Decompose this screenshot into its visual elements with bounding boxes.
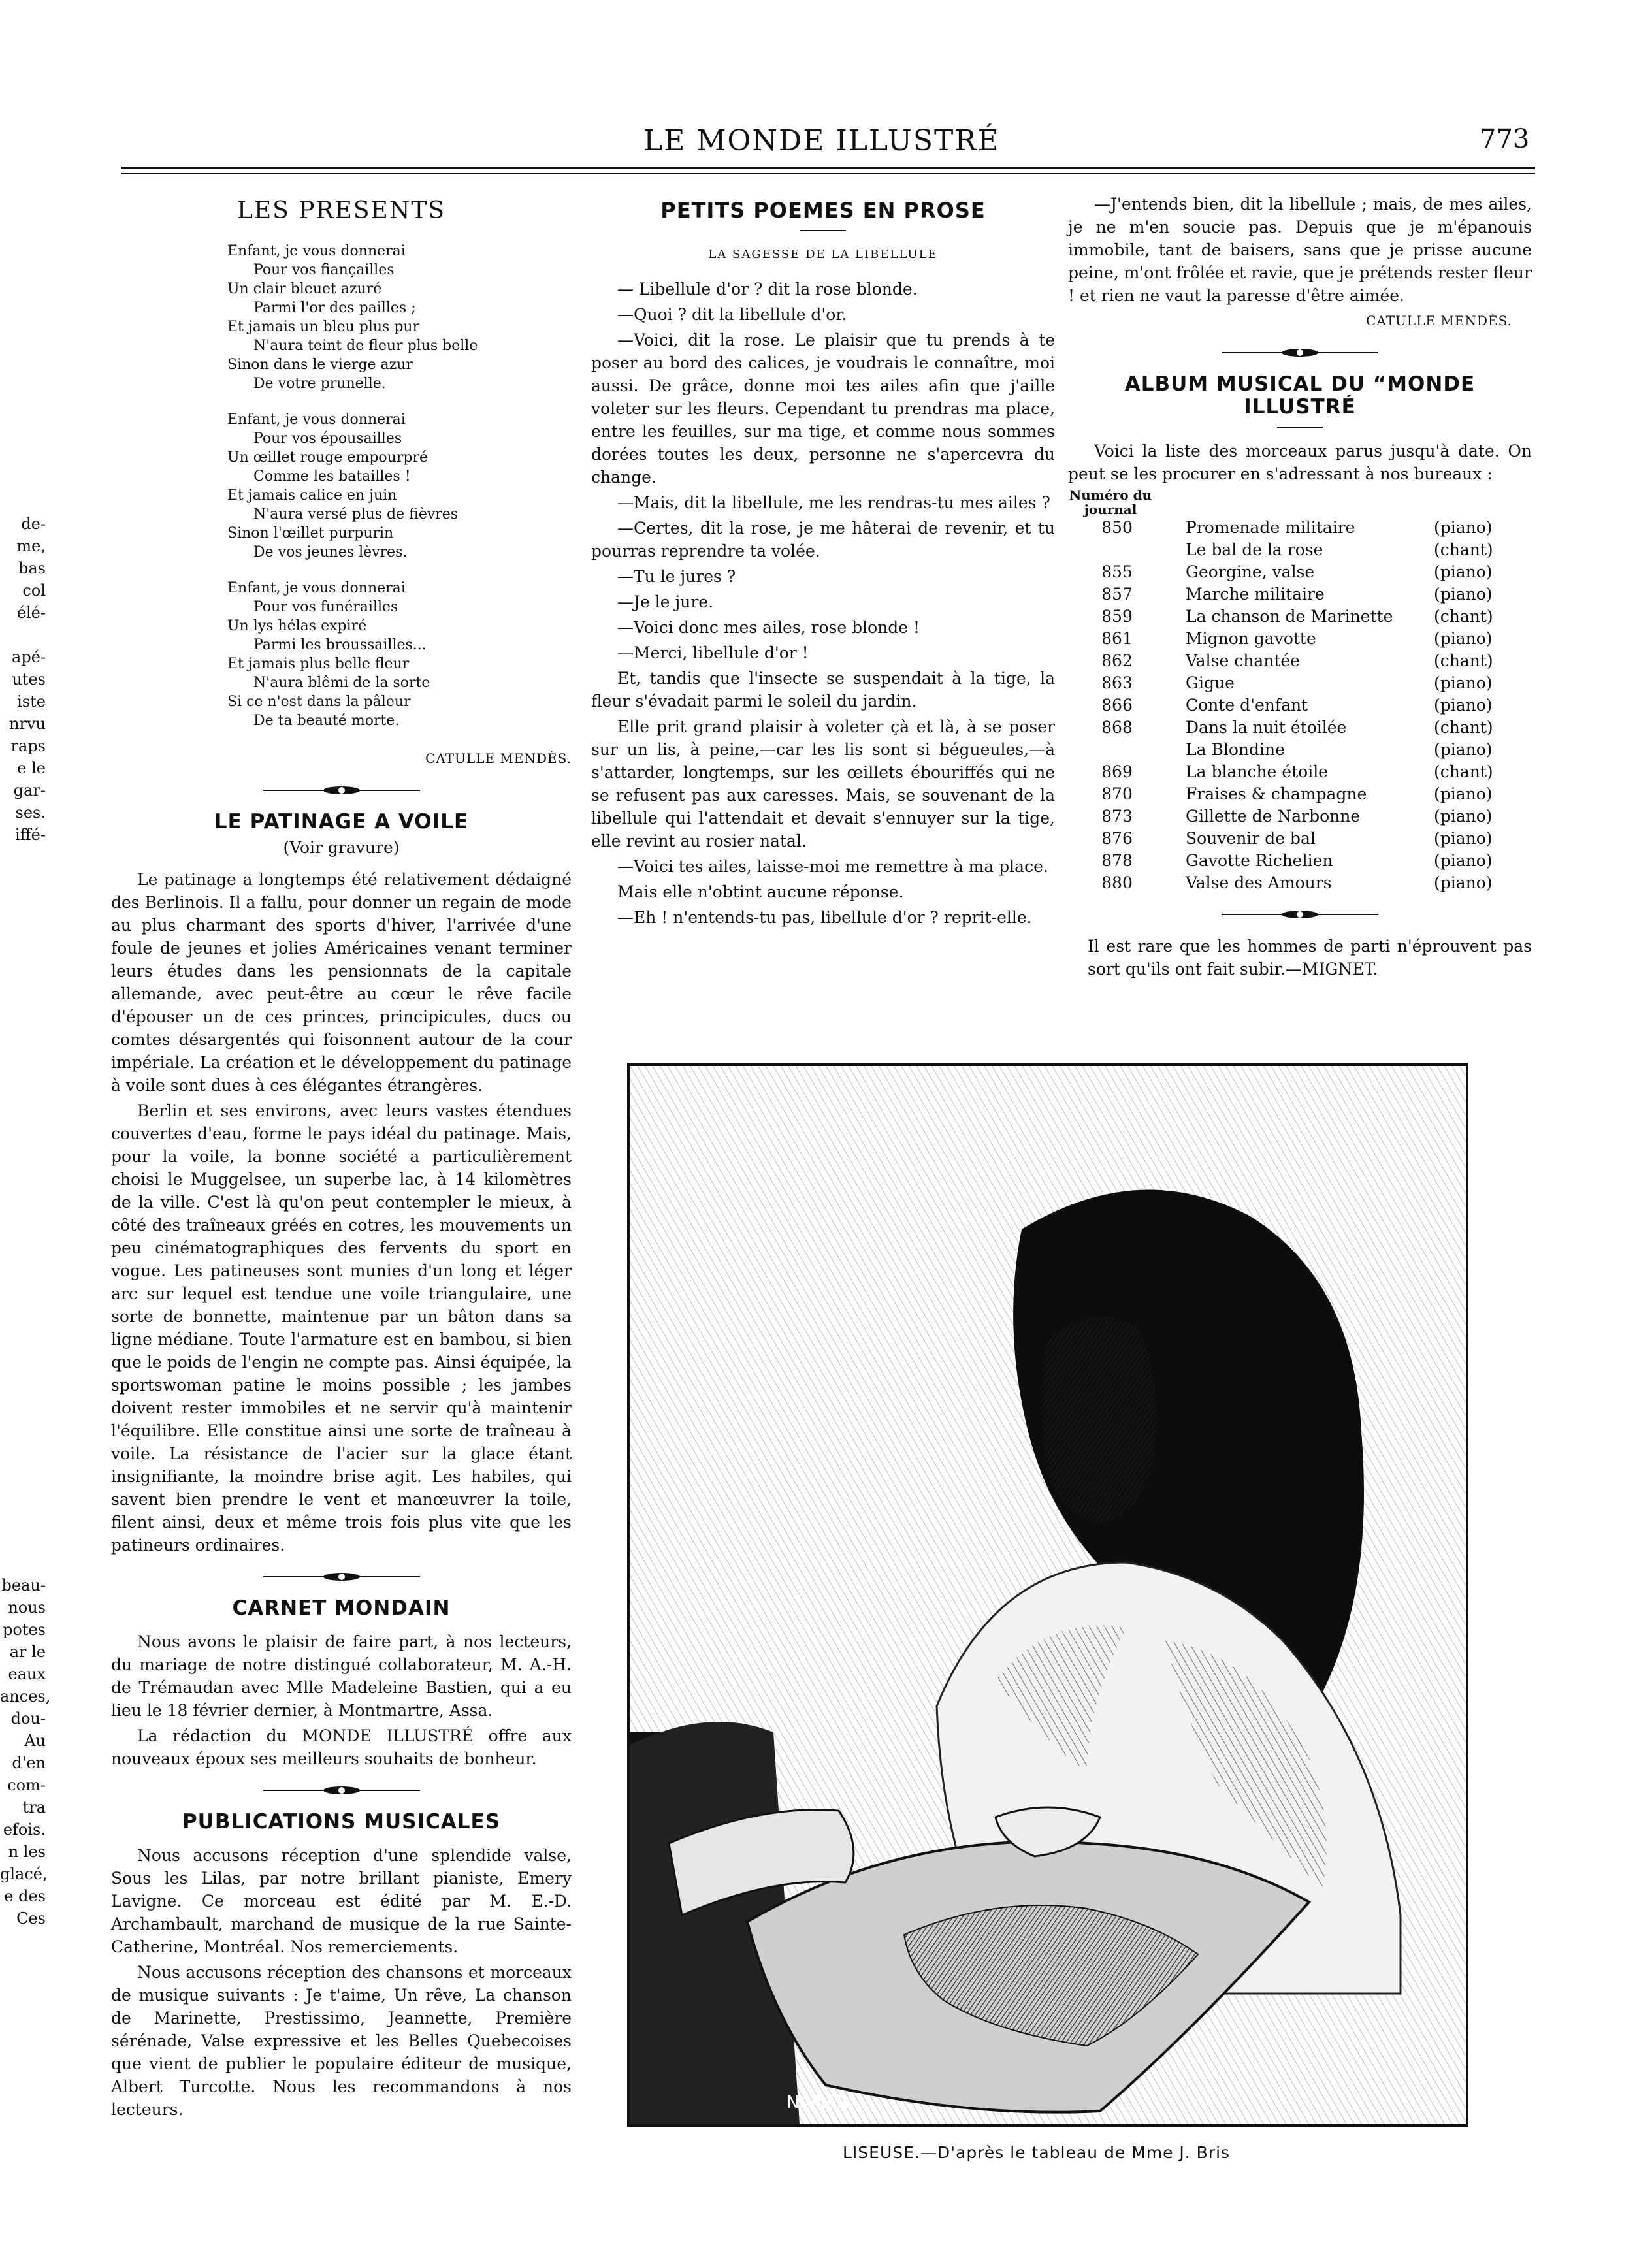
poem-stanza [227,579,572,730]
margin-fragment: efois. [3,1820,46,1839]
album-row [1068,628,1532,650]
album-row [1068,805,1532,828]
album-kind: (chant) [1434,540,1493,559]
short-rule [800,230,846,231]
poem-line: Sinon dans le vierge azur [227,357,413,373]
album-title: Souvenir de bal [1186,829,1316,848]
album-row [1068,739,1532,761]
album-title: Dans la nuit étoilée [1186,718,1347,737]
margin-fragment: ar le [9,1643,46,1661]
illustration-signature: NAPIER [786,2093,849,2112]
poem-line: Enfant, je vous donnerai [227,243,406,259]
album-title: La blanche étoile [1186,762,1328,781]
album-title: Georgine, valse [1186,562,1315,581]
left-margin-fragments-top [0,513,46,846]
album-num: 880 [1101,873,1133,892]
paragraph: —Je le jure. [617,592,714,611]
album-num: 876 [1101,829,1133,848]
column-left [111,199,572,2124]
album-num: 855 [1101,562,1133,581]
header-rule-thick [121,167,1535,169]
maxim: Il est rare que les hommes de parti n'éprouvent pas sort qu'ils ont fait subir.—MIGNET. [1088,937,1532,978]
album-num: 857 [1101,585,1133,604]
paragraph: La rédaction du MONDE ILLUSTRÉ offre aux nouveaux époux ses meilleurs souhaits de bonheur. [111,1726,572,1768]
paragraph: Nous avons le plaisir de faire part, à nos lecteurs, du mariage de notre distingué collaborateur, M. A.-H. de Trémaudan avec Mlle Madeleine Bastien, qui a eu lieu le 18 février dernier, à Montmartre, Assa. [111,1632,572,1720]
poem-line: De votre prunelle. [253,376,386,392]
album-kind: (piano) [1434,873,1493,892]
album-title: Fraises & champagne [1186,784,1367,803]
margin-fragment: ances, [0,1687,51,1705]
album-kind: (piano) [1434,696,1493,715]
album-kind: (piano) [1434,673,1493,692]
section-title-patinage: LE PATINAGE A VOILE [214,810,469,833]
poem-signature: CATULLE MENDÈS. [425,751,572,766]
album-kind: (chant) [1434,651,1493,670]
poem-stanza [227,242,572,393]
album-kind: (chant) [1434,718,1493,737]
short-rule [1277,427,1323,428]
poem-line: N'aura versé plus de fièvres [253,506,459,523]
paragraph: —Tu le jures ? [617,567,736,586]
ornament-divider [263,1571,420,1583]
margin-fragment: com- [7,1776,46,1794]
poem [111,242,572,730]
ornament-divider [1222,909,1378,920]
margin-fragment: e le [17,759,46,777]
album-num: 870 [1101,784,1133,803]
poem-line: Pour vos fiançailles [253,262,395,278]
ornament-divider [263,1785,420,1796]
album-kind: (chant) [1434,607,1493,626]
paragraph: —Voici donc mes ailes, rose blonde ! [617,618,920,637]
paragraph: — Libellule d'or ? dit la rose blonde. [617,280,918,299]
paragraph: —Merci, libellule d'or ! [617,643,809,662]
poem-line: Parmi les broussailles... [253,637,427,653]
album-num: 863 [1101,673,1133,692]
album-title: Valse chantée [1186,651,1300,670]
poem-line: Enfant, je vous donnerai [227,580,406,596]
paragraph: —Mais, dit la libellule, me les rendras-tu mes ailes ? [617,493,1050,512]
margin-fragment: bas [18,559,46,577]
margin-fragment: de- [21,515,46,533]
margin-fragment: ses. [15,803,46,822]
album-kind: (piano) [1434,829,1493,848]
poem-line: Et jamais calice en juin [227,487,397,504]
album-title: Mignon gavotte [1186,629,1316,648]
album-title: Valse des Amours [1186,873,1332,892]
margin-fragment: potes [3,1621,46,1639]
paragraph: Et, tandis que l'insecte se suspendait à la tige, la fleur s'évadait parmi le soleil du jardin. [591,669,1055,711]
section-title-carnet: CARNET MONDAIN [232,1596,451,1620]
margin-fragment: iffé- [14,826,46,844]
poem-line: Et jamais plus belle fleur [227,656,410,672]
poem-line: N'aura teint de fleur plus belle [253,338,478,354]
margin-fragment: Au [24,1732,46,1750]
album-row [1068,561,1532,583]
album-row [1068,539,1532,561]
margin-fragment: e des [4,1887,46,1905]
page-header [0,118,1652,170]
album-title: La Blondine [1186,740,1285,759]
album-title: Conte d'enfant [1186,696,1308,715]
margin-fragment: gar- [13,781,46,799]
album-kind: (piano) [1434,851,1493,870]
paragraph: Berlin et ses environs, avec leurs vastes étendues couvertes d'eau, forme le pays idéal du patinage. Mais, pour la voile, la bonne société a particulièrement choisi le Muggelsee, un superbe lac, à 14 kilomètres de la ville. C'est là qu'on peut contempler le mieux, à côté des traîneaux gréés en cotres, les mouvements un peu cinématographiques des fervents du sport en vogue. Les patineuses sont munies d'un long et léger arc sur lequel est tendue une voile triangulaire, une sorte de bonnette, maintenue par un bâton dans sa ligne médiane. Toute l'armature est en bambou, si bien que le poids de l'engin ne compte pas. Ainsi équipée, la sportswoman patine le moins possible ; les jambes doivent rester immobiles et ne servir qu'à maintenir l'équilibre. Elle constitue ainsi une sorte de traîneau à voile. La résistance de l'acier sur la glace étant insignifiante, la moindre brise agit. Les habiles, qui savent bien prendre le vent et manœuvrer la toile, filent ainsi, deux et même trois fois plus vite que les patineurs ordinaires. [111,1101,572,1555]
margin-fragment: Ces [16,1909,46,1928]
poem-line: Enfant, je vous donnerai [227,412,406,428]
paragraph: —Quoi ? dit la libellule d'or. [617,305,847,324]
album-table [1068,517,1532,894]
album-row [1068,606,1532,628]
poem-title: LES PRESENTS [236,197,445,224]
illustration-caption: LISEUSE.—D'après le tableau de Mme J. Bris [843,2143,1231,2162]
margin-fragment: utes [12,670,46,688]
album-num: 861 [1101,629,1133,648]
album-num: 850 [1101,518,1133,537]
paragraph: —J'entends bien, dit la libellule ; mais, de mes ailes, je ne m'en soucie pas. Depuis que je m'épanouis immobile, tant de baisers, sans que je prisse aucune peine, m'ont frôlée et ravie, que je prétends rester fleur ! et rien ne vaut la paresse d'être aimée. [1068,195,1532,305]
album-title: Le bal de la rose [1186,540,1323,559]
album-title: La chanson de Marinette [1186,607,1393,626]
poem-line: Pour vos funérailles [253,599,398,615]
poem-line: De vos jeunes lèvres. [253,544,408,560]
margin-fragment: n les [8,1843,46,1861]
album-row [1068,761,1532,783]
margin-fragment: iste [17,692,46,711]
paragraph: Le patinage a longtemps été relativement dédaigné des Berlinois. Il a fallu, pour donner un regain de mode au plus charmant des sports d'hiver, l'arrivée d'une foule de jeunes et jolies Américaines venant terminer leurs études dans les pensionnats de la capitale allemande, avec peut-être au cœur le rêve facile d'épouser un de ces princes, principicules, ducs ou comtes désargentés qui foisonnent autour de la cour impériale. La création et le développement du patinage à voile sont dues à ces élégantes étrangères. [111,870,572,1095]
section-subtitle-patinage: (Voir gravure) [283,838,400,857]
illustration-liseuse [627,1063,1468,2127]
album-num: 873 [1101,807,1133,826]
newspaper-title: LE MONDE ILLUSTRÉ [643,124,1000,157]
margin-fragment: apé- [12,648,46,666]
poem-line: De ta beauté morte. [253,713,400,729]
album-num: 862 [1101,651,1133,670]
header-rule-thin [121,173,1535,174]
poem-line: Et jamais un bleu plus pur [227,319,420,335]
margin-fragment: me, [16,537,46,555]
margin-fragment: col [22,581,46,600]
section-title-poemes: PETITS POEMES EN PROSE [660,198,986,223]
paragraph: Nous accusons réception des chansons et morceaux de musique suivants : Je t'aime, Un rêve, La chanson de Marinette, Prestissimo, Jeannette, Première sérénade, Valse expressive et les Belles Quebecoises que vient de publier le populaire éditeur de musique, Albert Turcotte. Nous les recommandons à nos lecteurs. [111,1963,572,2119]
album-title: Gillette de Narbonne [1186,807,1361,826]
album-num: 878 [1101,851,1133,870]
album-row [1068,872,1532,894]
paragraph: Elle prit grand plaisir à voleter çà et là, à se poser sur un lis, à peine,—car les lis sont si bégueules,—à s'attarder, longtemps, sur les œillets ébouriffés qui ne se refusent pas aux caresses. Mais, se souvenant de la libellule qui l'attendait et devait s'ennuyer sur la tige, elle revint au rosier natal. [591,717,1055,850]
album-kind: (chant) [1434,762,1493,781]
album-num [1068,539,1166,561]
margin-fragment: dou- [10,1709,46,1728]
album-num: 859 [1101,607,1133,626]
section-title-publications: PUBLICATIONS MUSICALES [182,1810,501,1833]
ornament-divider [1222,347,1378,359]
album-title: Marche militaire [1186,585,1325,604]
page-number: 773 [1480,124,1530,154]
column-right [1068,193,1532,983]
album-kind: (piano) [1434,562,1493,581]
engraving [630,1066,1466,2124]
poem-line: Parmi l'or des pailles ; [253,300,416,316]
album-intro: Voici la liste des morceaux parus jusqu'à date. On peut se les procurer en s'adressant à nos bureaux : [1068,442,1532,483]
album-kind: (piano) [1434,784,1493,803]
margin-fragment: tra [22,1798,46,1817]
album-title: Promenade militaire [1186,518,1355,537]
margin-fragment: élé- [16,604,46,622]
margin-fragment: beau- [1,1576,46,1594]
left-margin-fragments-bottom [0,1574,51,1930]
album-row [1068,672,1532,694]
poem-line: Un clair bleuet azuré [227,281,382,297]
margin-fragment: eaux [8,1665,46,1683]
prose-signature: CATULLE MENDÈS. [1366,313,1512,329]
margin-fragment [0,624,46,646]
album-num: 868 [1101,718,1133,737]
paragraph: —Eh ! n'entends-tu pas, libellule d'or ? reprit-elle. [617,908,1032,927]
poem-stanza [227,410,572,562]
album-num: 866 [1101,696,1133,715]
album-row [1068,783,1532,805]
margin-fragment: nrvu [9,715,46,733]
section-subtitle-libellule: LA SAGESSE DE LA LIBELLULE [708,248,938,261]
paragraph: —Certes, dit la rose, je me hâterai de revenir, et tu pourras reprendre ta volée. [591,519,1055,560]
poem-line: Sinon l'œillet purpurin [227,525,394,541]
poem-line: Un lys hélas expiré [227,618,367,634]
poem-line: Un œillet rouge empourpré [227,449,428,466]
paragraph: Mais elle n'obtint aucune réponse. [617,882,904,901]
album-title: Gigue [1186,673,1235,692]
album-num: 869 [1101,762,1133,781]
album-row [1068,517,1532,539]
section-title-album: ALBUM MUSICAL DU “MONDE ILLUSTRÉ [1124,372,1476,419]
poem-line: Pour vos épousailles [253,430,402,447]
album-row [1068,828,1532,850]
album-row [1068,717,1532,739]
column-middle [591,199,1055,931]
album-column-head: Numéro du journal [1069,487,1152,517]
margin-fragment: raps [10,737,46,755]
paragraph: —Voici, dit la rose. Le plaisir que tu prends à te poser au bord des calices, je voudrais le connaître, moi aussi. De grâce, donne moi tes ailes afin que j'aille voleter sur les fleurs. Cependant tu prendras ma place, entre les feuilles, sur ma tige, et comme nous sommes dorées toutes les deux, personne ne s'apercevra du change. [591,331,1055,487]
album-row [1068,850,1532,872]
album-row [1068,650,1532,672]
album-kind: (piano) [1434,807,1493,826]
paragraph: —Voici tes ailes, laisse-moi me remettre à ma place. [617,857,1048,876]
prose-text [591,278,1055,929]
album-row [1068,694,1532,717]
margin-fragment: nous [8,1598,46,1617]
album-kind: (piano) [1434,629,1493,648]
margin-fragment: d'en [12,1754,46,1772]
poem-line: N'aura blêmi de la sorte [253,675,430,691]
album-kind: (piano) [1434,740,1493,759]
margin-fragment: glacé, [0,1865,48,1883]
album-kind: (piano) [1434,518,1493,537]
album-row [1068,583,1532,606]
ornament-divider [263,784,420,796]
album-kind: (piano) [1434,585,1493,604]
album-title: Gavotte Richelien [1186,851,1333,870]
poem-line: Comme les batailles ! [253,468,411,485]
poem-line: Si ce n'est dans la pâleur [227,694,411,710]
paragraph: Nous accusons réception d'une splendide valse, Sous les Lilas, par notre brillant pianiste, Emery Lavigne. Ce morceau est édité par M. E.-D. Archambault, marchand de musique de la rue Sainte-Catherine, Montréal. Nos remerciements. [111,1846,572,1956]
album-num [1068,739,1166,761]
